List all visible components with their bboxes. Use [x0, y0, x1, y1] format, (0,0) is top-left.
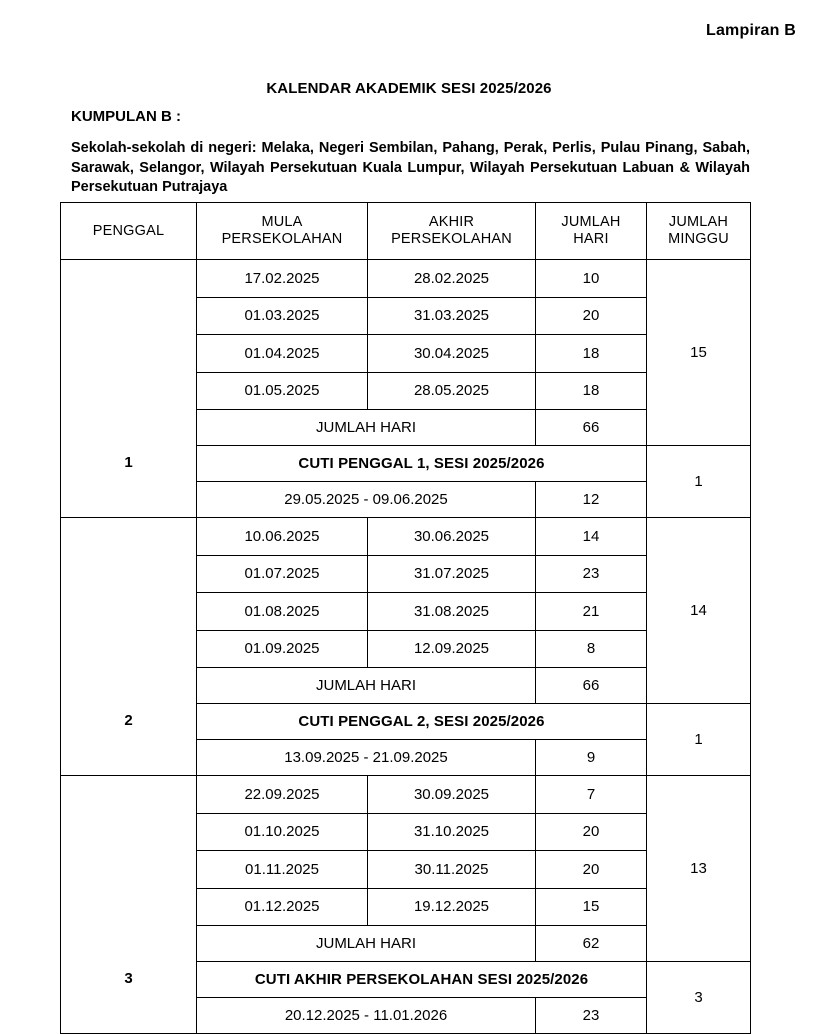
akhir-date: 30.06.2025: [368, 518, 536, 556]
akhir-date: 28.05.2025: [368, 372, 536, 410]
penggal-number: 1: [124, 454, 133, 471]
lampiran-label: Lampiran B: [705, 22, 796, 39]
cuti-date-range: 29.05.2025 - 09.06.2025: [197, 482, 536, 518]
cuti-hari-value: 23: [536, 998, 647, 1034]
akhir-date: 31.07.2025: [368, 555, 536, 593]
mula-date: 01.10.2025: [197, 813, 368, 851]
jumlah-hari-value: 21: [536, 593, 647, 631]
akhir-date: 12.09.2025: [368, 630, 536, 668]
column-header-akhir-line2: PERSEKOLAHAN: [391, 231, 512, 247]
total-hari-value: 62: [536, 926, 647, 962]
akhir-date: 19.12.2025: [368, 888, 536, 926]
jumlah-hari-value: 7: [536, 776, 647, 814]
column-header-hari-line2: HARI: [573, 231, 609, 247]
mula-date: 22.09.2025: [197, 776, 368, 814]
total-hari-value: 66: [536, 668, 647, 704]
cuti-date-range: 13.09.2025 - 21.09.2025: [197, 740, 536, 776]
jumlah-hari-value: 20: [536, 297, 647, 335]
column-header-mula-line2: PERSEKOLAHAN: [221, 231, 343, 247]
akhir-date: 30.09.2025: [368, 776, 536, 814]
penggal-number-cell: [61, 518, 197, 776]
akhir-date: 31.10.2025: [368, 813, 536, 851]
mula-date: 10.06.2025: [197, 518, 368, 556]
jumlah-hari-value: 8: [536, 630, 647, 668]
jumlah-hari-value: 18: [536, 335, 647, 373]
total-label: JUMLAH HARI: [197, 926, 536, 962]
cuti-date-range: 20.12.2025 - 11.01.2026: [197, 998, 536, 1034]
column-header-minggu-line1: JUMLAH: [668, 214, 729, 230]
cuti-minggu-value: 3: [647, 962, 751, 1034]
column-header-akhir-line1: AKHIR: [428, 214, 475, 230]
cuti-title: CUTI AKHIR PERSEKOLAHAN SESI 2025/2026: [197, 962, 647, 998]
page-title: KALENDAR AKADEMIK SESI 2025/2026: [266, 80, 552, 97]
table-header: [61, 203, 751, 260]
table-row: [61, 260, 751, 298]
cuti-title: CUTI PENGGAL 1, SESI 2025/2026: [197, 446, 647, 482]
jumlah-minggu-value: 15: [647, 260, 751, 446]
akhir-date: 30.11.2025: [368, 851, 536, 889]
cuti-hari-value: 9: [536, 740, 647, 776]
jumlah-minggu-value: 13: [647, 776, 751, 962]
table-row: [61, 776, 751, 814]
mula-date: 01.11.2025: [197, 851, 368, 889]
jumlah-hari-value: 10: [536, 260, 647, 298]
cuti-minggu-value: 1: [647, 704, 751, 776]
column-header-jumlah-hari: [536, 203, 647, 260]
mula-date: 01.07.2025: [197, 555, 368, 593]
mula-date: 01.09.2025: [197, 630, 368, 668]
table-row: [61, 518, 751, 556]
column-header-mula-persekolahan: [197, 203, 368, 260]
jumlah-hari-value: 15: [536, 888, 647, 926]
jumlah-hari-value: 20: [536, 813, 647, 851]
table-header-row: [61, 203, 751, 260]
kumpulan-label: KUMPULAN B :: [71, 108, 181, 125]
column-header-penggal: PENGGAL: [61, 203, 197, 260]
akhir-date: 30.04.2025: [368, 335, 536, 373]
penggal-number: 2: [124, 712, 133, 729]
jumlah-hari-value: 20: [536, 851, 647, 889]
jumlah-hari-value: 14: [536, 518, 647, 556]
total-hari-value: 66: [536, 410, 647, 446]
mula-date: 01.08.2025: [197, 593, 368, 631]
negeri-list-text: Sekolah-sekolah di negeri: Melaka, Negeri Sembilan, Pahang, Perak, Perlis, Pulau Pinang, Sabah, Sarawak, Selangor, Wilayah Persekutuan Kuala Lumpur, Wilayah Persekutuan Labuan & Wilayah Persekutuan Putrajaya: [71, 140, 750, 195]
penggal-number-cell: [61, 776, 197, 1034]
akhir-date: 31.03.2025: [368, 297, 536, 335]
total-label: JUMLAH HARI: [197, 668, 536, 704]
mula-date: 01.12.2025: [197, 888, 368, 926]
jumlah-minggu-value: 14: [647, 518, 751, 704]
column-header-hari-line1: JUMLAH: [561, 214, 621, 230]
column-header-akhir-persekolahan: [368, 203, 536, 260]
akhir-date: 28.02.2025: [368, 260, 536, 298]
mula-date: 01.04.2025: [197, 335, 368, 373]
mula-date: 01.03.2025: [197, 297, 368, 335]
mula-date: 01.05.2025: [197, 372, 368, 410]
cuti-hari-value: 12: [536, 482, 647, 518]
column-header-jumlah-minggu: [647, 203, 751, 260]
penggal-number: 3: [124, 970, 133, 987]
jumlah-hari-value: 23: [536, 555, 647, 593]
academic-calendar-table: [60, 202, 751, 1034]
column-header-mula-line1: MULA: [261, 214, 303, 230]
cuti-minggu-value: 1: [647, 446, 751, 518]
penggal-number-cell: [61, 260, 197, 518]
mula-date: 17.02.2025: [197, 260, 368, 298]
jumlah-hari-value: 18: [536, 372, 647, 410]
akhir-date: 31.08.2025: [368, 593, 536, 631]
cuti-title: CUTI PENGGAL 2, SESI 2025/2026: [197, 704, 647, 740]
total-label: JUMLAH HARI: [197, 410, 536, 446]
column-header-minggu-line2: MINGGU: [668, 231, 729, 247]
table-body: [61, 260, 751, 1034]
